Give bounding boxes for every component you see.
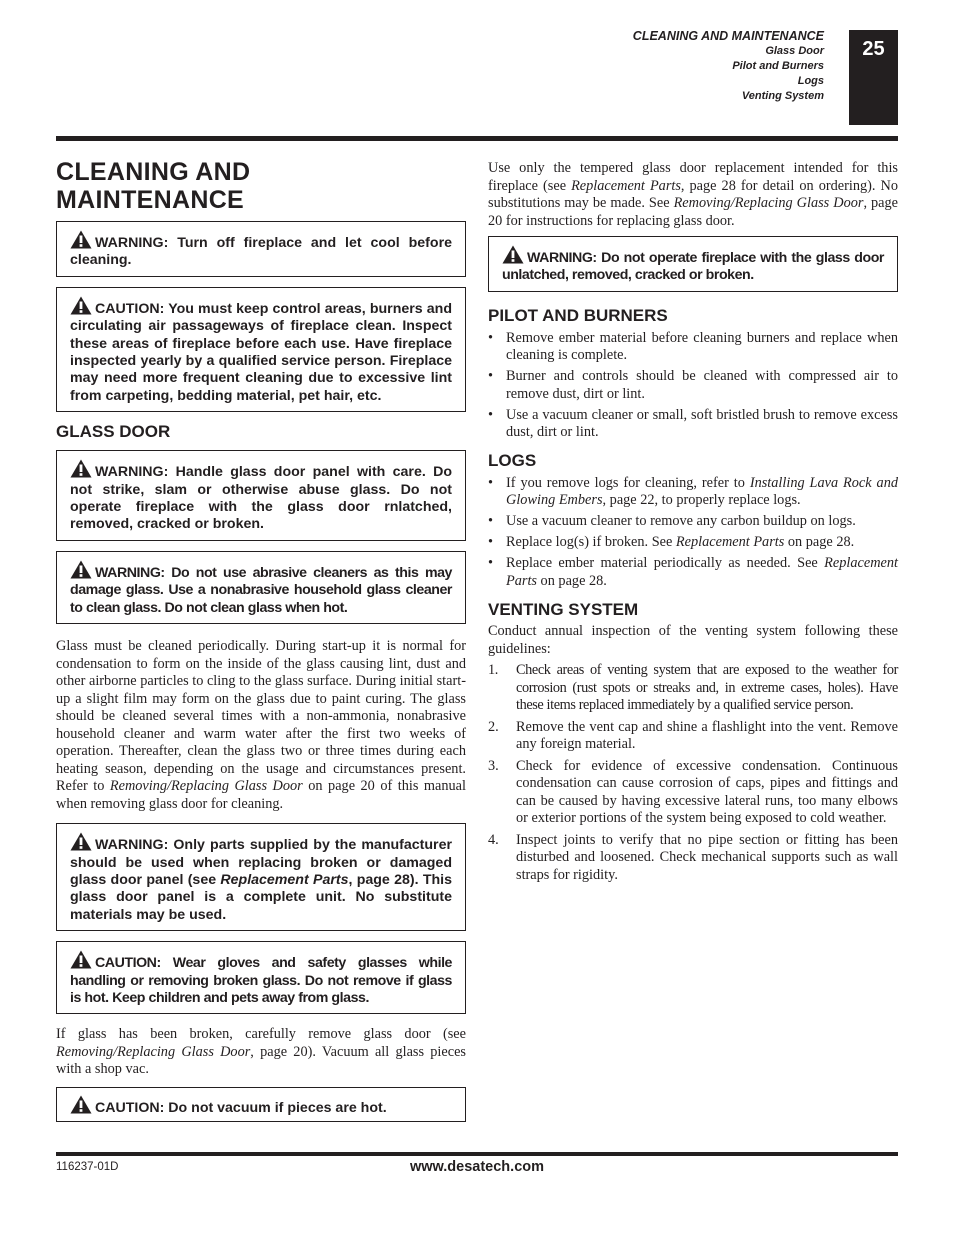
- pilot-burners-heading: PILOT AND BURNERS: [488, 305, 668, 325]
- header-subsection-venting: Venting System: [741, 90, 824, 102]
- warning-triangle-icon: [70, 296, 92, 315]
- logs-item4-text-a: Replace ember material periodically as needed. See: [506, 555, 825, 572]
- intro-text-c: , page 20 for instructions for replacing glass door.: [488, 195, 898, 229]
- list-item-number: 4.: [488, 831, 499, 848]
- warning-box-cool: [56, 221, 466, 277]
- logs-item3-ref: Replacement Parts: [675, 534, 785, 551]
- page-number-tab: [849, 30, 898, 125]
- intro-ref-parts: Replacement Parts: [571, 177, 681, 194]
- logs-list: [488, 475, 898, 591]
- website-url: www.desatech.com: [409, 1159, 545, 1175]
- intro-text-a: Use only the tempered glass door replacement intended for this fireplace (see: [488, 160, 898, 194]
- warning-triangle-icon: [70, 950, 92, 969]
- header-subsection-pilot: Pilot and Burners: [732, 60, 824, 72]
- caution-control-text: CAUTION: You must keep control areas, burners and circulating air passageways of fireplace clean. Inspect these areas of fireplace before each use. Have fireplace inspected yearly by a qualified service person. Fireplace may need more frequent cleaning due to excessive lint from carpeting, bedding material, pet hair, etc.: [70, 300, 452, 404]
- header-section-nav: [633, 28, 824, 104]
- logs-item4-ref: Replacement Parts: [506, 555, 898, 589]
- warning-cool-text: WARNING: Turn off fireplace and let cool before cleaning.: [70, 235, 452, 269]
- logs-item4-text-b: on page 28.: [536, 572, 607, 589]
- glass-door-heading: GLASS DOOR: [56, 422, 171, 442]
- list-item: [488, 662, 898, 715]
- warning-triangle-icon: [70, 459, 92, 478]
- list-item-text: Check areas of venting system that are exposed to the weather for corrosion (rust spots or streaks and, in extreme cases, holes). Have these items replaced immediately by a qualified service person.: [516, 662, 898, 714]
- broken-para-text-a: If glass has been broken, carefully remove glass door (see: [56, 1026, 466, 1043]
- glass-para-text-b: on page 20 of this manual when removing glass door for cleaning.: [56, 778, 466, 812]
- broken-para-ref: Removing/Replacing Glass Door: [56, 1043, 251, 1060]
- list-item: • Use a vacuum cleaner to remove any carbon buildup on logs.: [488, 513, 898, 531]
- replacement-glass-paragraph: [488, 160, 898, 230]
- list-item-text: Check for evidence of excessive condensation. Continuous condensation can cause corrosion of caps, pipes and fittings and can be caused by having excessive lateral runs, too many elbows or exterior portions of the system being exposed to cold weather.: [516, 757, 898, 827]
- caution-vacuum-text: CAUTION: Do not vacuum if pieces are hot.: [95, 1099, 387, 1116]
- warning-parts-ref: Replacement Parts: [220, 871, 349, 888]
- glass-para-text-a: Glass must be cleaned periodically. During start-up it is normal for condensation to form on the inside of the glass causing lint, dust and other airborne particles to cling to the glass surface. During initial start-up a slight film may form on the glass due to paint curing. The glass should be cleaned several times with a non-ammonia, nonabrasive household cleaner and warm water after the first two weeks of operation. Thereafter, clean the glass two or three times during each heating season, depending on the usage and circumstances present. Refer to: [56, 638, 466, 795]
- document-code: 116237-01D: [56, 1161, 119, 1173]
- warning-parts-text-b: , page 28). This glass door panel is a complete unit. No substitute materials may be used.: [70, 871, 452, 923]
- broken-para-text-b: , page 20). Vacuum all glass pieces with a shop vac.: [56, 1043, 466, 1078]
- list-item: • Use a vacuum cleaner or small, soft bristled brush to remove excess dust, dirt or lint.: [488, 407, 898, 442]
- warning-box-parts: [56, 823, 466, 931]
- warning-parts-text-a: WARNING: Only parts supplied by the manufacturer should be used when replacing broken or damaged glass door panel (see: [70, 837, 452, 888]
- list-item: [488, 719, 898, 754]
- warning-triangle-icon: [502, 245, 524, 264]
- caution-box-gloves: [56, 941, 466, 1014]
- glass-para-ref: Removing/Replacing Glass Door: [109, 778, 303, 795]
- list-item-number: 2.: [488, 718, 499, 735]
- header-subsection-glass-door: Glass Door: [765, 45, 824, 57]
- venting-system-heading: VENTING SYSTEM: [488, 600, 639, 620]
- header-rule: [56, 136, 898, 141]
- warning-triangle-icon: [70, 1095, 92, 1114]
- right-column: [488, 160, 898, 888]
- list-item: [488, 555, 898, 590]
- warning-abrasive-text: WARNING: Do not use abrasive cleaners as this may damage glass. Use a nonabrasive household glass cleaner to clean glass. Do not clean glass when hot.: [70, 564, 452, 616]
- warning-handle-text: WARNING: Handle glass door panel with care. Do not strike, slam or otherwise abuse glass. Do not operate fireplace with the glass door rnlatched, removed, cracked or broken.: [70, 464, 452, 533]
- list-item-number: 1.: [488, 662, 498, 679]
- list-item-number: 3.: [488, 757, 499, 774]
- logs-item3-text-a: Replace log(s) if broken. See: [506, 534, 676, 551]
- list-item: [488, 758, 898, 828]
- list-item: [488, 832, 898, 885]
- footer-rule: [56, 1152, 898, 1156]
- caution-box-control-areas: [56, 287, 466, 412]
- glass-cleaning-paragraph: [56, 638, 466, 813]
- venting-list: [488, 662, 898, 884]
- logs-item1-text-b: , page 22, to properly replace logs.: [602, 492, 801, 509]
- pilot-burners-list: [488, 330, 898, 442]
- list-item: [488, 534, 898, 552]
- warning-triangle-icon: [70, 230, 92, 249]
- page-number: 25: [862, 38, 885, 60]
- caution-box-vacuum: [56, 1087, 466, 1122]
- logs-heading: LOGS: [488, 450, 537, 470]
- list-item-text: Remove the vent cap and shine a flashlight into the vent. Remove any foreign material.: [516, 718, 898, 753]
- caution-gloves-text: CAUTION: Wear gloves and safety glasses while handling or removing broken glass. Do not remove if glass is hot. Keep children and pets away from glass.: [70, 955, 452, 1006]
- logs-item1-ref: Installing Lava Rock and Glowing Embers: [506, 474, 898, 509]
- page-title-line2: MAINTENANCE: [56, 186, 245, 214]
- header-subsection-logs: Logs: [797, 75, 824, 87]
- left-column: [56, 158, 466, 1132]
- intro-text-b: , page 28 for detail on ordering). No substitutions may be made. See: [488, 177, 898, 211]
- warning-box-operate: [488, 236, 898, 292]
- list-item: • Burner and controls should be cleaned with compressed air to remove dust, dirt or lint.: [488, 368, 898, 403]
- logs-item1-text-a: If you remove logs for cleaning, refer to: [506, 474, 750, 491]
- intro-ref-removing: Removing/Replacing Glass Door: [673, 195, 864, 211]
- header-section-title: CLEANING AND MAINTENANCE: [632, 29, 824, 43]
- list-item-text: Inspect joints to verify that no pipe section or fitting has been disturbed and loosened. Check mechanical supports such as wall straps for rigidity.: [516, 831, 898, 883]
- list-item: • Remove ember material before cleaning burners and replace when cleaning is complete.: [488, 330, 898, 365]
- warning-triangle-icon: [70, 560, 92, 579]
- warning-operate-text: WARNING: Do not operate fireplace with the glass door unlatched, removed, cracked or broken.: [502, 250, 884, 284]
- broken-glass-paragraph: [56, 1026, 466, 1079]
- list-item: [488, 475, 898, 510]
- warning-box-abrasive: [56, 551, 466, 624]
- logs-item3-text-b: on page 28.: [784, 534, 855, 551]
- venting-intro: Conduct annual inspection of the venting system following these guidelines:: [488, 623, 898, 657]
- warning-box-handle-glass: [56, 450, 466, 541]
- page-title: [56, 158, 466, 214]
- page-title-line1: CLEANING AND: [56, 158, 251, 186]
- warning-triangle-icon: [70, 832, 92, 851]
